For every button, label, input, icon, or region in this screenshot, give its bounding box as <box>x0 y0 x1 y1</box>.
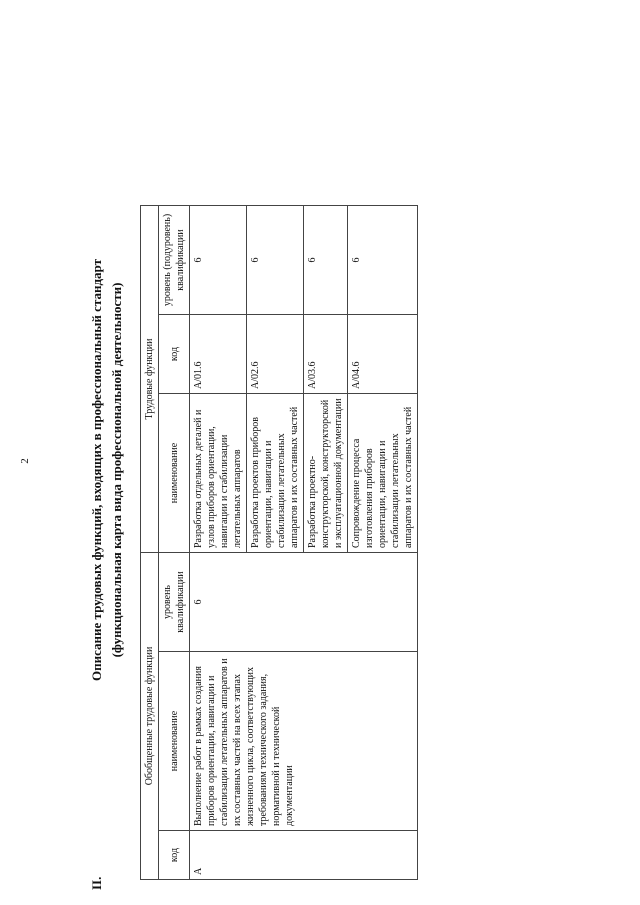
function-name: Разработка отдельных деталей и узлов приборов ориентации, навигации и стабилизации летательных аппаратов <box>190 394 247 553</box>
group-header-generalized: Обобщенные трудовые функции <box>141 553 159 880</box>
group-header-functions: Трудовые функции <box>141 206 159 553</box>
generalized-name: Выполнение работ в рамках создания приборов ориентации, навигации и стабилизации летательных аппаратов и их составных частей на всех этапах жизненного цикла, соответствующих требованиям технического задания, нормативной и технической документации <box>190 652 418 831</box>
section-subtitle: (функциональная карта вида профессиональной деятельности) <box>109 282 124 658</box>
section-roman-numeral: II. <box>89 876 104 890</box>
header-g-code: код <box>159 831 190 880</box>
function-code: A/03.6 <box>304 315 348 394</box>
table-column-header-row <box>159 206 190 880</box>
header-t-level: уровень (подуровень) квалификации <box>159 206 190 315</box>
header-t-code: код <box>159 315 190 394</box>
generalized-level: 6 <box>190 553 418 652</box>
function-name: Сопровождение процесса изготовления приборов ориентации, навигации и стабилизации летательных аппаратов и их составных частей <box>348 394 418 553</box>
table-group-header-row <box>141 206 159 880</box>
function-level: 6 <box>247 206 304 315</box>
header-t-name: наименование <box>159 394 190 553</box>
function-code: A/02.6 <box>247 315 304 394</box>
function-name: Разработка проектов приборов ориентации, навигации и стабилизации летательных аппаратов и их составных частей <box>247 394 304 553</box>
function-level: 6 <box>348 206 418 315</box>
functional-map-table <box>140 205 418 880</box>
function-code: A/01.6 <box>190 315 247 394</box>
section-title: Описание трудовых функций, входящих в профессиональный стандарт <box>89 259 104 681</box>
page-number: 2 <box>18 458 31 464</box>
function-level: 6 <box>190 206 247 315</box>
function-name: Разработка проектно-конструкторской, конструкторской и эксплуатационной документации <box>304 394 348 553</box>
function-level: 6 <box>304 206 348 315</box>
generalized-code: A <box>190 831 418 880</box>
rotated-page-content <box>80 60 600 890</box>
header-g-level: уровень квалификации <box>159 553 190 652</box>
header-g-name: наименование <box>159 652 190 831</box>
function-code: A/04.6 <box>348 315 418 394</box>
table-row <box>190 206 247 880</box>
